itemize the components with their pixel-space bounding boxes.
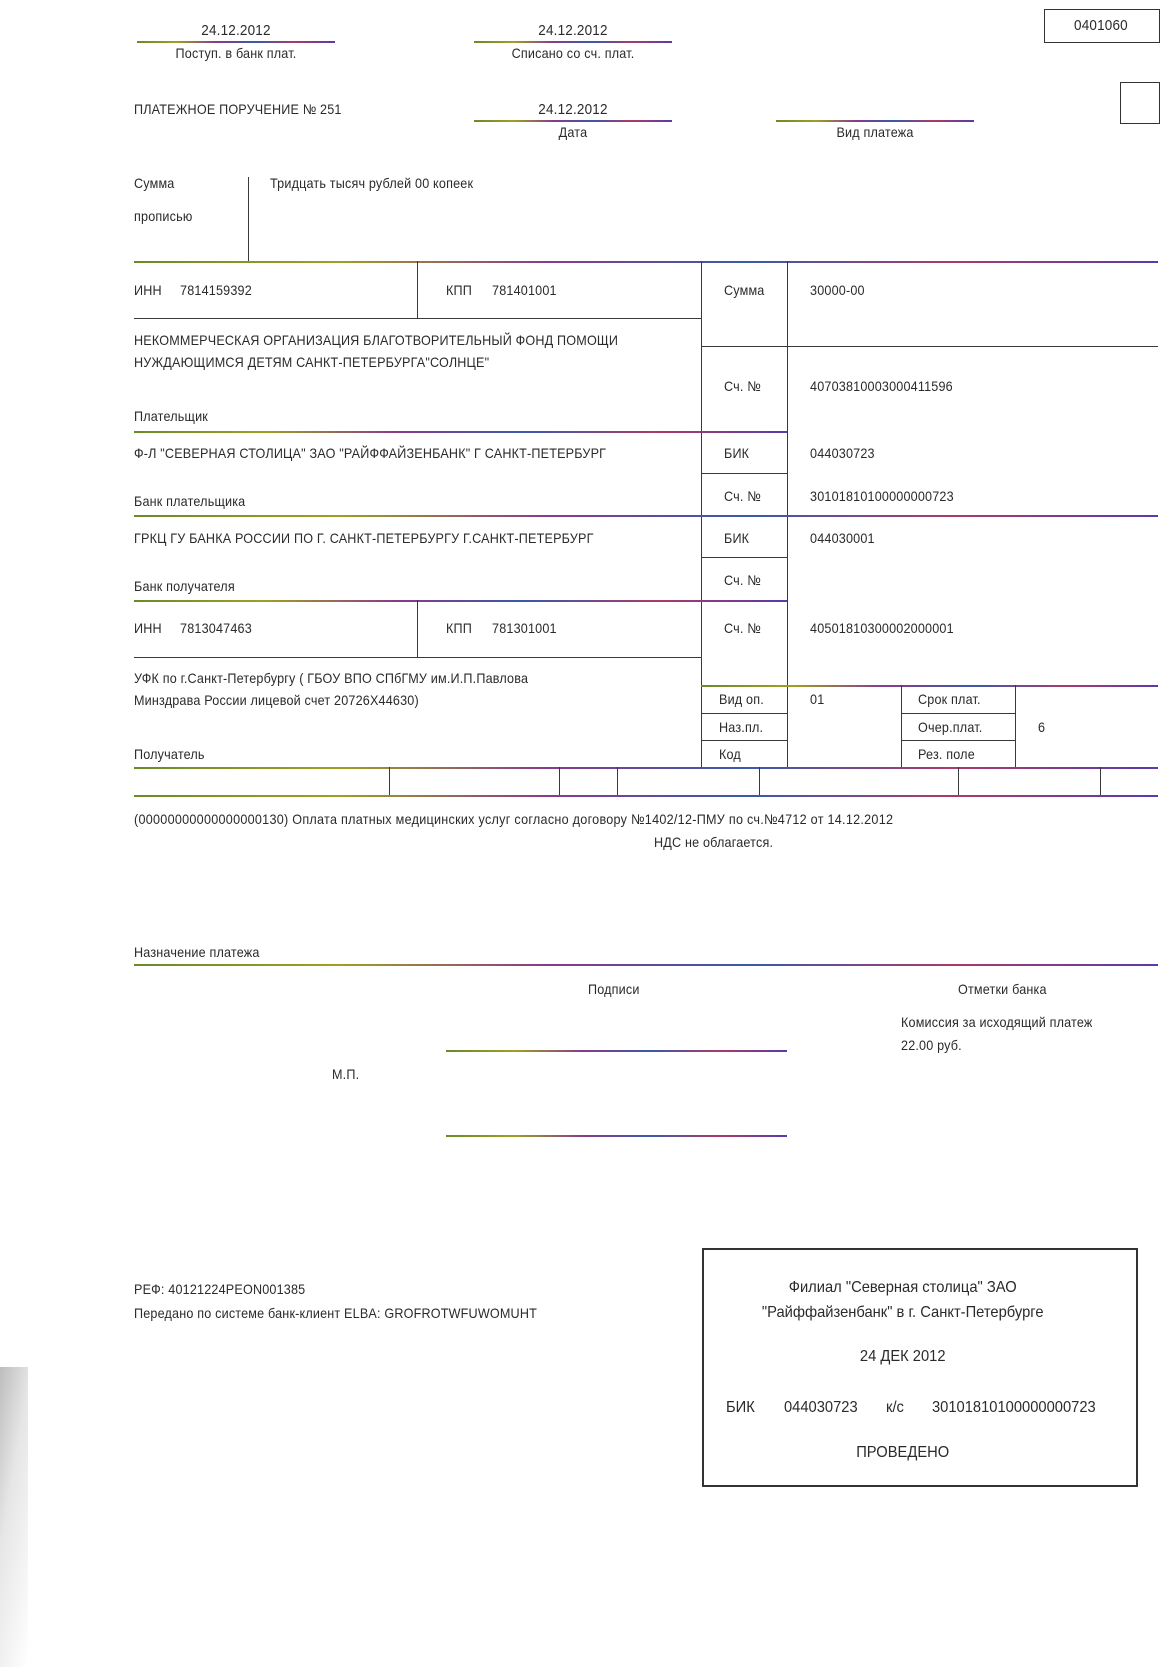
stamp-bik-label: БИК xyxy=(726,1399,755,1416)
payee-account: 40501810300002000001 xyxy=(810,620,954,636)
payee-inn-label: ИНН xyxy=(134,620,162,636)
payee-name-line-1: УФК по г.Санкт-Петербургу ( ГБОУ ВПО СПбГМУ им.И.П.Павлова xyxy=(134,670,529,686)
signature-line-1 xyxy=(446,1050,787,1052)
payee-bank-label: Банк получателя xyxy=(134,578,235,594)
amount-words-divider xyxy=(248,177,249,261)
payer-inn: 7814159392 xyxy=(180,282,252,298)
payee-label: Получатель xyxy=(134,746,205,762)
op-type: 01 xyxy=(810,691,825,707)
purpose-underline xyxy=(134,964,1158,966)
received-date: 24.12.2012 xyxy=(201,22,271,39)
grid-v-middle xyxy=(701,261,702,767)
transfer-note: Передано по системе банк-клиент ELBA: GROFROTWFUWOMUHT xyxy=(134,1305,538,1321)
grid-v-codes-b xyxy=(1015,685,1016,767)
payer-bank-account: 30101810100000000723 xyxy=(810,488,954,504)
grid-v-extra-3 xyxy=(617,767,618,795)
payee-kpp: 781301001 xyxy=(492,620,557,636)
payer-kpp: 781401001 xyxy=(492,282,557,298)
received-label: Поступ. в банк плат. xyxy=(175,45,297,61)
order-number: 251 xyxy=(320,101,342,117)
purpose-line-1: (00000000000000000130) Оплата платных медицинских услуг согласно договору №1402/12-ПМУ по сч.№4712 от 14.12.2012 xyxy=(134,811,894,827)
stamp-line-1: Филиал "Северная столица" ЗАО xyxy=(788,1279,1017,1296)
payee-bank-bik: 044030001 xyxy=(810,530,875,546)
received-date-underline xyxy=(137,41,335,43)
order-date-label: Дата xyxy=(558,124,588,140)
signature-line-2 xyxy=(446,1135,787,1137)
commission-line-2: 22.00 руб. xyxy=(901,1037,962,1053)
bank-marks-label: Отметки банка xyxy=(958,981,1047,997)
payee-account-label: Сч. № xyxy=(724,620,761,636)
stamp-place-label: М.П. xyxy=(332,1066,360,1082)
reference-number: РЕФ: 40121224PEON001385 xyxy=(134,1281,306,1297)
grid-v-right xyxy=(787,261,788,767)
stamp-bik: 044030723 xyxy=(784,1399,858,1416)
priority: 6 xyxy=(1038,719,1046,735)
payer-bank-name: Ф-Л "СЕВЕРНАЯ СТОЛИЦА" ЗАО "РАЙФФАЙЗЕНБАНК" Г САНКТ-ПЕТЕРБУРГ xyxy=(134,445,607,461)
signatures-label: Подписи xyxy=(588,981,640,997)
grid-v-extra-5 xyxy=(958,767,959,795)
order-date: 24.12.2012 xyxy=(538,101,608,118)
commission-line-1: Комиссия за исходящий платеж xyxy=(901,1014,1093,1030)
amount-words-label-1: Сумма xyxy=(134,175,175,191)
op-type-label: Вид оп. xyxy=(719,691,764,707)
code-label: Код xyxy=(719,746,741,762)
priority-label: Очер.плат. xyxy=(918,719,983,735)
payer-bank-label: Банк плательщика xyxy=(134,493,246,509)
debited-date: 24.12.2012 xyxy=(538,22,608,39)
grid-line-extra-row xyxy=(134,795,1158,797)
grid-line-payer-inn xyxy=(134,318,701,319)
payment-type-label: Вид платежа xyxy=(836,124,914,140)
payee-name-line-2: Минздрава России лицевой счет 20726X44630) xyxy=(134,692,419,708)
payer-account: 40703810003000411596 xyxy=(810,378,953,394)
amount-words-label-2: прописью xyxy=(134,208,193,224)
stamp-date: 24 ДЕК 2012 xyxy=(859,1348,946,1365)
stamp-line-2: "Райффайзенбанк" в г. Санкт-Петербурге xyxy=(761,1304,1044,1321)
payer-account-label: Сч. № xyxy=(724,378,761,394)
grid-line-payee-bank-bik xyxy=(701,557,787,558)
bank-stamp xyxy=(702,1248,1138,1487)
term-label: Срок плат. xyxy=(918,691,981,707)
reserve-label: Рез. поле xyxy=(918,746,975,762)
grid-line-payer-bank-bik xyxy=(701,473,787,474)
order-date-underline xyxy=(474,120,672,122)
grid-v-extra-1 xyxy=(389,767,390,795)
grid-line-top xyxy=(134,261,1158,263)
grid-line-codes-3 xyxy=(901,713,1015,714)
payee-bank-bik-label: БИК xyxy=(724,530,750,546)
grid-v-codes-a xyxy=(901,685,902,767)
payer-bank-account-label: Сч. № xyxy=(724,488,761,504)
stamp-ks: 30101810100000000723 xyxy=(932,1399,1096,1416)
grid-v-extra-4 xyxy=(759,767,760,795)
payer-amount-label: Сумма xyxy=(724,282,765,298)
payee-kpp-label: КПП xyxy=(446,620,473,636)
grid-line-amount xyxy=(701,346,1158,347)
payee-inn: 7813047463 xyxy=(180,620,252,636)
grid-line-codes-1 xyxy=(701,713,787,714)
payee-bank-name: ГРКЦ ГУ БАНКА РОССИИ ПО Г. САНКТ-ПЕТЕРБУРГУ Г.САНКТ-ПЕТЕРБУРГ xyxy=(134,530,594,546)
page-corner-shadow xyxy=(0,1367,28,1667)
payer-kpp-label: КПП xyxy=(446,282,473,298)
payer-label: Плательщик xyxy=(134,408,208,424)
form-code: 0401060 xyxy=(1074,17,1128,34)
purpose-code-label: Наз.пл. xyxy=(719,719,764,735)
payment-type-code-box xyxy=(1120,82,1160,124)
payer-name-line-1: НЕКОММЕРЧЕСКАЯ ОРГАНИЗАЦИЯ БЛАГОТВОРИТЕЛЬНЫЙ ФОНД ПОМОЩИ xyxy=(134,332,619,348)
purpose-line-2: НДС не облагается. xyxy=(654,834,774,850)
grid-line-codes-top xyxy=(701,685,1158,687)
payer-amount: 30000-00 xyxy=(810,282,865,298)
debited-label: Списано со сч. плат. xyxy=(511,45,635,61)
order-title: ПЛАТЕЖНОЕ ПОРУЧЕНИЕ № xyxy=(134,101,317,117)
grid-line-codes-4 xyxy=(901,740,1015,741)
grid-v-payee-kpp xyxy=(417,600,418,657)
payer-bank-bik: 044030723 xyxy=(810,445,875,461)
amount-words-value: Тридцать тысяч рублей 00 копеек xyxy=(270,175,474,191)
grid-line-payee-bank xyxy=(134,600,787,602)
payer-bank-bik-label: БИК xyxy=(724,445,750,461)
grid-line-payer xyxy=(134,431,787,433)
payee-bank-account-label: Сч. № xyxy=(724,572,761,588)
stamp-status: ПРОВЕДЕНО xyxy=(856,1444,950,1461)
grid-line-payer-bank xyxy=(134,515,1158,517)
grid-v-payer-kpp xyxy=(417,261,418,318)
debited-date-underline xyxy=(474,41,672,43)
payer-name-line-2: НУЖДАЮЩИМСЯ ДЕТЯМ САНКТ-ПЕТЕРБУРГА"СОЛНЦЕ" xyxy=(134,354,490,370)
grid-line-payee-inn xyxy=(134,657,701,658)
grid-line-codes-2 xyxy=(701,740,787,741)
stamp-ks-label: к/с xyxy=(886,1399,904,1416)
purpose-label: Назначение платежа xyxy=(134,944,260,960)
grid-v-extra-2 xyxy=(559,767,560,795)
grid-v-extra-6 xyxy=(1100,767,1101,795)
grid-line-bottom xyxy=(134,767,1158,769)
payment-type-underline xyxy=(776,120,974,122)
payer-inn-label: ИНН xyxy=(134,282,162,298)
